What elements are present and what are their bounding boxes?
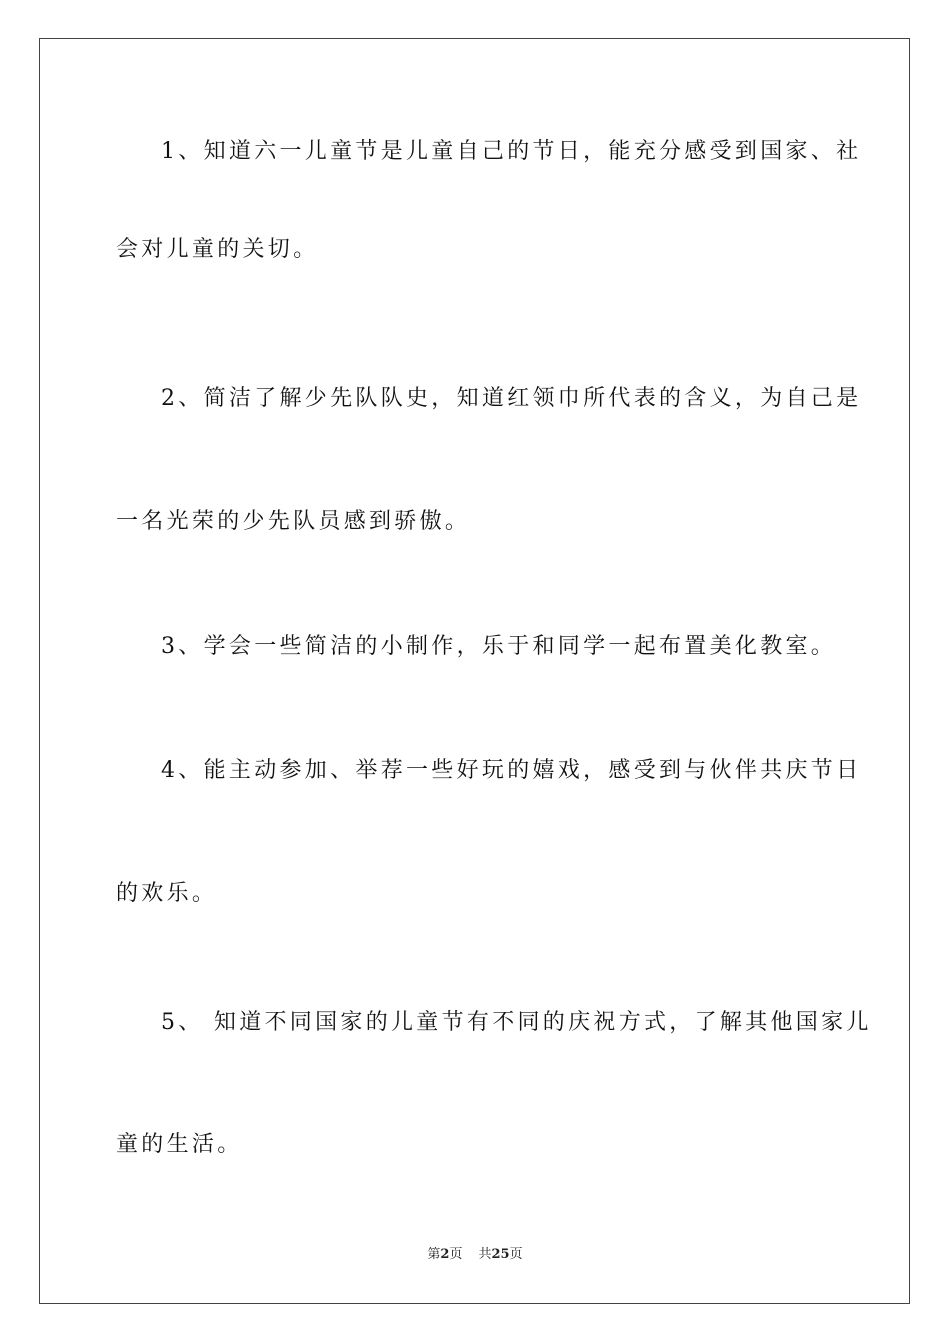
paragraph-3-line-1: 3、学会一些简洁的小制作，乐于和同学一起布置美化教室。 bbox=[161, 634, 837, 659]
page-prefix: 第 bbox=[427, 1247, 441, 1262]
paragraph-1-line-2: 会对儿童的关切。 bbox=[116, 237, 319, 262]
total-suffix: 页 bbox=[509, 1247, 523, 1262]
paragraph-5-line-1: 5、 知道不同国家的儿童节有不同的庆祝方式，了解其他国家儿 bbox=[161, 1010, 872, 1035]
paragraph-4-line-2: 的欢乐。 bbox=[116, 881, 218, 906]
paragraph-1-line-1: 1、知道六一儿童节是儿童自己的节日，能充分感受到国家、社 bbox=[161, 139, 862, 164]
page-number: 2 bbox=[440, 1247, 450, 1262]
page-suffix: 页 bbox=[449, 1247, 463, 1262]
paragraph-2-line-1: 2、简洁了解少先队队史，知道红领巾所代表的含义，为自己是 bbox=[161, 386, 862, 411]
total-pages: 25 bbox=[491, 1247, 510, 1262]
page-frame bbox=[39, 38, 910, 1304]
page-footer bbox=[0, 1246, 950, 1264]
total-prefix: 共 bbox=[478, 1247, 492, 1262]
paragraph-4-line-1: 4、能主动参加、举荐一些好玩的嬉戏，感受到与伙伴共庆节日 bbox=[161, 758, 862, 783]
paragraph-2-line-2: 一名光荣的少先队员感到骄傲。 bbox=[116, 509, 471, 534]
paragraph-5-line-2: 童的生活。 bbox=[116, 1132, 243, 1157]
